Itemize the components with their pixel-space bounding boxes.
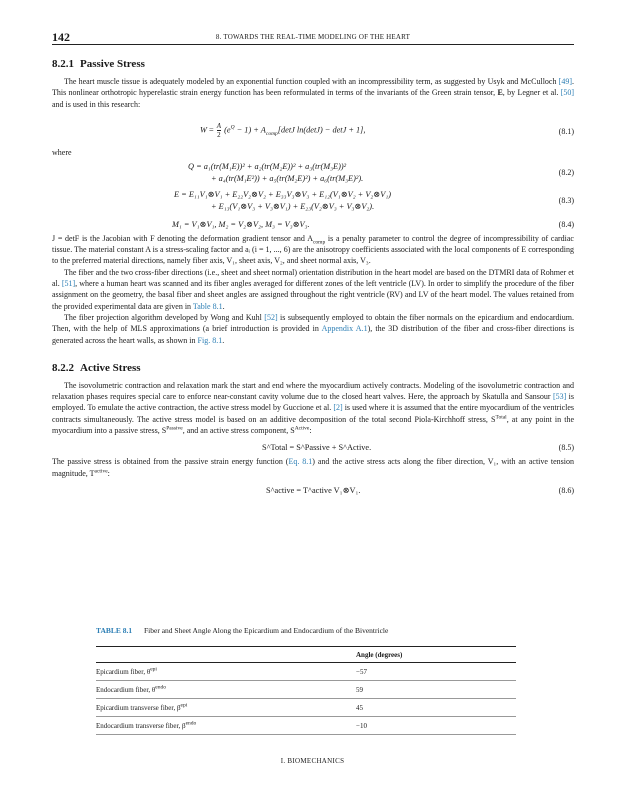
citation-50[interactable]: [50] [560,88,575,98]
section-number: 8.2.1 [52,58,74,70]
table-caption-text: Fiber and Sheet Angle Along the Epicardium and Endocardium of the Biventricle [144,626,389,635]
equation-8-4: M₁ = V₁⊗V₁, M₂ = V₂⊗V₂, M₃ = V₃⊗V₃. (8.4) [172,219,574,229]
citation-52[interactable]: [52] [264,312,278,322]
row-value: −10 [356,717,516,735]
paragraph-active-1: The isovolumetric contraction and relaxation mark the start and end where the myocardium actively contracts. Modeling of the isovolumetric contraction and relaxation phases requires special care to enforce near-constant cavity volume due to the closed heart valves. Here, the approach by Skatulla and Sansour [53] is employed. To emulate the active contraction, the active stress model by Guccione et al. [2] is used where it is assumed that the entire myocardium of the ventricles contracts simultaneously. The active stress model is based on an additive decomposition of the total second Piola-Kirchhoff stress, $S^{Total}$, at any point in the myocardium into a passive stress, $S^{Passive}$, and an active stress component, $S^{Active}$: [52,380,575,436]
citation-2[interactable]: [2] [333,403,343,413]
equation-number: (8.2) [558,167,574,177]
section-heading-active [52,362,574,374]
equation-number: (8.1) [558,126,574,136]
row-label: Epicardium transverse fiber, $\beta^{epi}$ [96,699,356,717]
table-row [96,681,516,699]
paragraph-active-2: The passive stress is obtained from the passive strain energy function (Eq. 8.1) and the active stress acts along the fiber direction, V₁, with an active tension magnitude, $T^{active}$: [52,457,574,478]
table-row [96,699,516,717]
page-body [52,28,574,499]
equation-number: (8.3) [558,195,574,205]
section-heading-passive [52,58,574,70]
table-header-empty [96,647,356,663]
table-label: TABLE 8.1 [96,626,133,635]
row-label: Epicardium fiber, $\theta^{epi}$ [96,663,356,681]
equation-8-6: S^active = T^active V₁⊗V₁. (8.6) [266,485,574,495]
paragraph-passive-1: The heart muscle tissue is adequately modeled by an exponential function coupled with an incompressibility term, as suggested by Usyk and McCulloch [49]. This nonlinear orthotropic hyperelastic strain energy function has been reformulated in terms of the invariants of the Green strain tensor, E, by Legner et al. [50] and is used in this research: [52,77,575,109]
table-row [96,663,516,681]
row-value: 59 [356,681,516,699]
paragraph-passive-3: The fiber and the two cross-fiber directions (i.e., sheet and sheet normal) orientation distribution in the heart model are based on the DTMRI data of Rohmer et al. [51], where a human heart was scanned and its fiber angles averaged for different zones of the left ventricle (LV). In order to simplify the procedure of the fiber assignment on the geometry, the basal fiber and sheet angles are assigned throughout the right ventricle (RV) and LV of the heart model. The values retained from the provided experimental data are given in Table 8.1. [52,267,574,311]
equation-number: (8.6) [558,485,574,495]
section-number: 8.2.2 [52,361,74,374]
running-head [52,28,574,45]
section-title: Active Stress [80,361,141,374]
equation-8-1: W = $\frac{A}{2}$ $(e^Q - 1) + A_{comp}[\det J$ ln(detJ) − detJ + 1], (8.1) [200,121,574,139]
paragraph-passive-2: J = detF is the Jacobian with F denoting the deformation gradient tensor and $A_{comp}$ is a penalty parameter to control the degree of incompressibility of cardiac tissue. The material constant A is a stress-scaling factor and aᵢ (i = 1, ..., 6) are the anisotropy coefficients associated with the local components of E corresponding to the preferred material directions, namely fiber axis, V₁, sheet axis, V₂, and sheet normal axis, V₃. [52,233,574,266]
chapter-title: 8. TOWARDS THE REAL-TIME MODELING OF THE HEART [215,33,411,41]
appendix-a1-link[interactable]: Appendix A.1 [321,324,368,334]
equation-number: (8.4) [558,219,574,229]
table-header-angle: Angle (degrees) [356,651,403,659]
equation-number: (8.5) [558,443,574,453]
table-8-1 [96,626,516,735]
citation-49[interactable]: [49] [558,77,572,86]
row-value: 45 [356,699,516,717]
row-label: Endocardium transverse fiber, $\beta^{endo}$ [96,717,356,735]
where-label: where [52,147,72,157]
citation-51[interactable]: [51] [61,279,76,289]
table-row [96,717,516,735]
page-number: 142 [52,30,70,44]
section-title: Passive Stress [80,58,145,70]
row-value: −57 [356,663,516,681]
equation-8-5: S^Total = S^Passive + S^Active. (8.5) [262,443,574,453]
equation-8-2: Q = a₁(tr(M₁E))² + a₂(tr(M₂E))² + a₃(tr(M₃E))² + a₄(tr(M₁E²)) + a₅(tr(M₂E)²) + a₆(tr(M₃E)²). (8.2) [188,161,574,183]
equation-8-1-link[interactable]: Eq. 8.1 [288,457,313,467]
equation-8-3: E = E₁₁V₁⊗V₁ + E₂₂V₂⊗V₂ + E₃₃V₃⊗V₃ + E₁₂(V₁⊗V₂ + V₂⊗V₁) + E₁₃(V₁⊗V₃ + V₃⊗V₁) + E₂₃(V₂⊗V₃ + V₃⊗V₂). (8.3) [174,189,574,211]
table-caption [96,626,516,636]
page-footer: I. BIOMECHANICS [280,757,345,765]
table-8-1-link[interactable]: Table 8.1 [192,301,223,311]
citation-53[interactable]: [53] [552,392,567,402]
angle-table [96,646,516,735]
row-label: Endocardium fiber, $\theta^{endo}$ [96,681,356,699]
paragraph-passive-4: The fiber projection algorithm developed by Wong and Kuhl [52] is subsequently employed to obtain the fiber normals on the epicardium and endocardium. Then, with the help of MLS approximations (a brief introduction is provided in Appendix A.1), the 3D distribution of the fiber and cross-fiber directions is generated across the heart walls, as shown in Fig. 8.1. [52,312,575,345]
table-header-row [96,647,516,663]
figure-8-1-link[interactable]: Fig. 8.1 [197,335,223,345]
